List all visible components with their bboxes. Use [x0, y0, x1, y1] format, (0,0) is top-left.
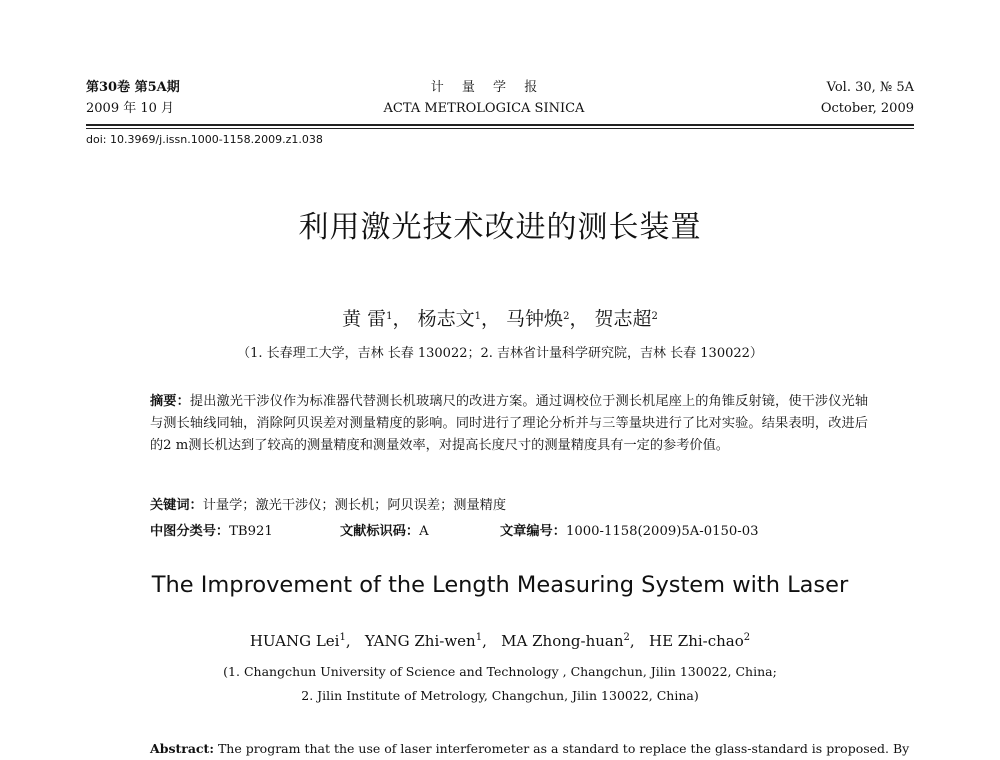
author-en: YANG Zhi-wen$^1$: [364, 632, 483, 650]
keywords-zh: [150, 495, 506, 517]
article-number: 文章编号：1000-1158(2009)5A-0150-03: [500, 524, 759, 539]
journal-title-zh: 计 量 学 报: [430, 80, 538, 95]
clc-number: 中图分类号：TB921: [150, 524, 273, 539]
abstract-text-zh: 提出激光干涉仪作为标准器代替测长机玻璃尺的改进方案。通过调校位于测长机尾座上的角锥反射镜，使干涉仪光轴与测长轴线同轴，消除阿贝误差对测量精度的影响。同时进行了理论分析并与三等量块进行了比对实验。结果表明，改进后的2 m测长机达到了较高的测量精度和测量效率，对提高长度尺寸的测量精度具有一定的参考价值。: [150, 394, 869, 453]
date-en: October, 2009: [820, 101, 914, 116]
author-zh: 马钟焕$^2$: [506, 308, 570, 330]
abstract-label-en: Abstract: [150, 741, 210, 756]
abstract-zh: [114, 391, 868, 457]
author-en: HE Zhi-chao$^2$: [648, 632, 751, 650]
affiliation-en-line-2: 2. Jilin Institute of Metrology, Changchun, Jilin 130022, China): [301, 688, 699, 703]
date-zh: 2009 年 10 月: [86, 101, 175, 116]
author-en: HUANG Lei$^1$: [249, 632, 346, 650]
authors-zh: 黄 雷$^1$， 杨志文$^1$， 马钟焕$^2$， 贺志超$^2$: [342, 308, 658, 330]
header-rule-thick: [86, 124, 914, 126]
abstract-en: Abstract: The program that the use of laser interferometer as a standard to replace the glass-standard is proposed. By: [150, 741, 910, 756]
abstract-label-zh: 摘要：: [150, 394, 190, 409]
journal-title-en: ACTA METROLOGICA SINICA: [383, 101, 585, 116]
abstract-text-en: The program that the use of laser interferometer as a standard to replace the glass-standard is proposed. By: [217, 741, 910, 756]
volume-issue-zh: 第30卷 第5A期: [86, 80, 180, 95]
author-zh: 贺志超$^2$: [594, 308, 658, 330]
affiliation-en-line-1: (1. Changchun University of Science and Technology , Changchun, Jilin 130022, China;: [223, 664, 777, 679]
keywords-text-zh: 计量学；激光干涉仪；测长机；阿贝误差；测量精度: [202, 498, 507, 513]
author-zh: 杨志文$^1$: [417, 308, 481, 330]
authors-en: HUANG Lei$^1$, YANG Zhi-wen$^1$, MA Zhong-huan$^2$, HE Zhi-chao$^2$: [249, 632, 751, 650]
header-rule-thin: [86, 128, 914, 129]
keywords-label-zh: 关键词：: [150, 498, 203, 513]
volume-issue-en: Vol. 30, № 5A: [826, 80, 914, 95]
paper-title-en: The Improvement of the Length Measuring System with Laser: [151, 572, 849, 598]
author-zh: 黄 雷$^1$: [342, 308, 393, 330]
document-code: 文献标识码：A: [340, 524, 429, 539]
paper-title-zh: 利用激光技术改进的测长装置: [298, 210, 702, 245]
affiliation-zh: （1. 长春理工大学，吉林 长春 130022；2. 吉林省计量科学研究院，吉林 长春 130022）: [237, 346, 763, 361]
author-en: MA Zhong-huan$^2$: [501, 632, 630, 650]
doi: doi: 10.3969/j.issn.1000-1158.2009.z1.038: [86, 133, 323, 146]
